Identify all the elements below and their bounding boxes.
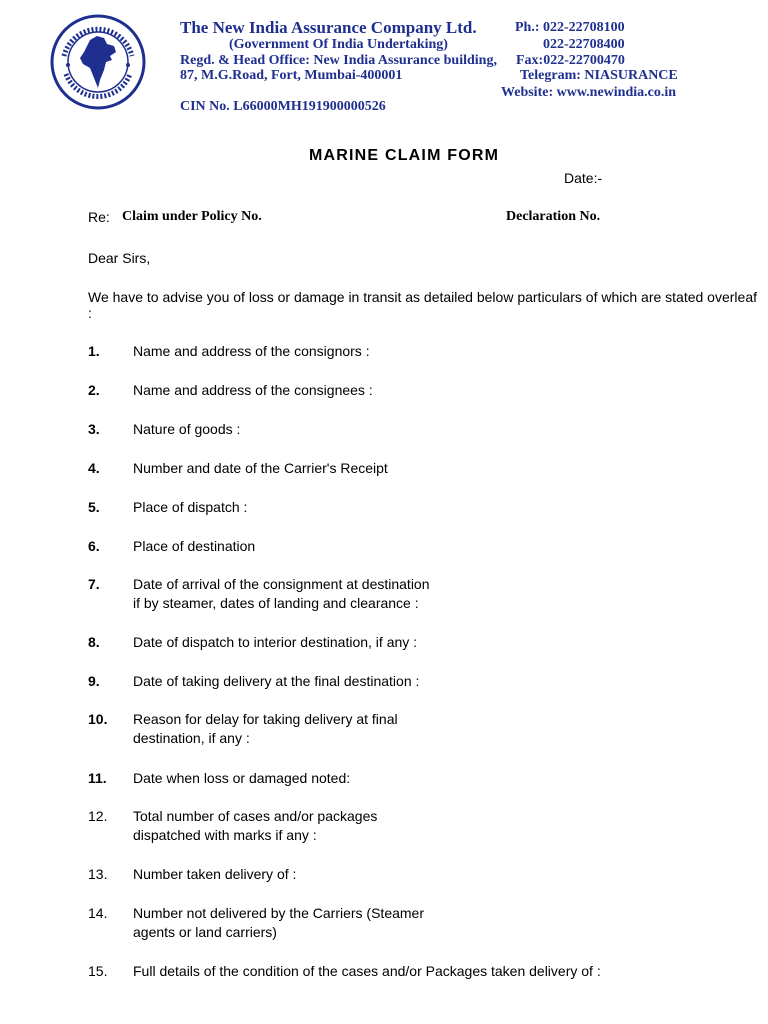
- phone-1: Ph.: 022-22708100: [515, 20, 625, 35]
- item-text: Date of taking delivery at the final destination :: [133, 673, 420, 689]
- item-number: 15.: [88, 963, 108, 979]
- item-number: 1.: [88, 343, 100, 359]
- item-text: Date of dispatch to interior destination, if any :: [133, 634, 418, 650]
- item-text: Nature of goods :: [133, 421, 241, 437]
- item-text: Number not delivered by the Carriers (Steamer agents or land carriers): [133, 905, 425, 940]
- policy-number-label: Claim under Policy No.: [122, 209, 262, 224]
- item-number: 6.: [88, 538, 100, 554]
- item-number: 8.: [88, 634, 100, 650]
- address-line: 87, M.G.Road, Fort, Mumbai-400001: [180, 68, 403, 83]
- company-name: The New India Assurance Company Ltd.: [180, 18, 477, 37]
- item-number: 9.: [88, 673, 100, 689]
- item-text: Place of destination: [133, 538, 256, 554]
- item-number: 12.: [88, 808, 108, 824]
- item-number: 5.: [88, 499, 100, 515]
- company-logo: [50, 14, 146, 110]
- declaration-number-label: Declaration No.: [506, 209, 601, 224]
- re-label: Re:: [88, 209, 110, 225]
- item-number: 2.: [88, 382, 100, 398]
- item-text: Reason for delay for taking delivery at final destination, if any :: [133, 711, 398, 746]
- office-line: Regd. & Head Office: New India Assurance building,: [180, 53, 497, 68]
- item-number: 7.: [88, 576, 100, 592]
- item-text: Number and date of the Carrier's Receipt: [133, 460, 388, 476]
- item-number: 14.: [88, 905, 108, 921]
- item-text: Place of dispatch :: [133, 499, 248, 515]
- form-title: MARINE CLAIM FORM: [309, 147, 500, 164]
- cin-number: CIN No. L66000MH191900000526: [180, 99, 386, 114]
- telegram: Telegram: NIASURANCE: [520, 68, 678, 83]
- intro-paragraph: We have to advise you of loss or damage in transit as detailed below particulars of which are stated overleaf :: [88, 289, 757, 321]
- date-field: Date:-: [564, 170, 603, 186]
- item-text: Number taken delivery of :: [133, 866, 297, 882]
- government-note: (Government Of India Undertaking): [229, 37, 448, 52]
- item-text: Date of arrival of the consignment at destination if by steamer, dates of landing and clearance :: [133, 576, 430, 611]
- item-text: Name and address of the consignees :: [133, 382, 373, 398]
- website-link[interactable]: Website: www.newindia.co.in: [501, 85, 677, 100]
- item-number: 3.: [88, 421, 100, 437]
- item-text: Full details of the condition of the cases and/or Packages taken delivery of :: [133, 963, 601, 979]
- item-number: 4.: [88, 460, 100, 476]
- item-number: 11.: [88, 770, 107, 786]
- phone-2: 022-22708400: [543, 37, 625, 52]
- salutation: Dear Sirs,: [88, 250, 151, 266]
- item-text: Total number of cases and/or packages dispatched with marks if any :: [133, 808, 378, 843]
- item-text: Name and address of the consignors :: [133, 343, 370, 359]
- item-number: 13.: [88, 866, 108, 882]
- item-text: Date when loss or damaged noted:: [133, 770, 351, 786]
- item-number: 10.: [88, 711, 108, 727]
- fax-number: Fax:022-22700470: [516, 53, 625, 68]
